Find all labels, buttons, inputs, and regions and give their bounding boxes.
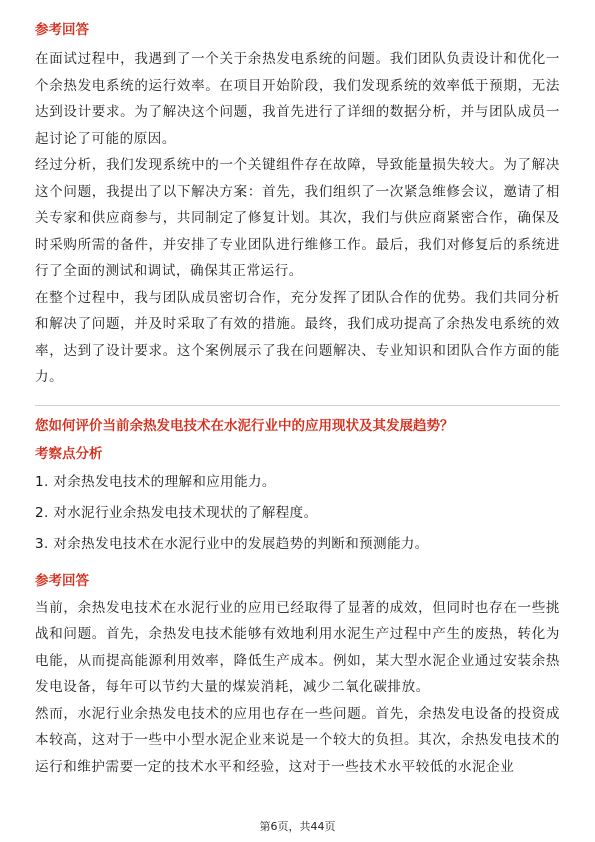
analysis-list-item: 3. 对余热发电技术在水泥行业中的发展趋势的判断和预测能力。 [35,535,429,552]
answer-paragraph: 然而，水泥行业余热发电技术的应用也存在一些问题。首先，余热发电设备的投资成本较高，这对于一些中小型水泥企业来说是一个较大的负担。其次，余热发电技术的运行和维护需要一定的技术水平和经验，这对于一些技术水平较低的水泥企业 [35,705,560,775]
page-content [35,20,560,780]
analysis-list-item: 1. 对余热发电技术的理解和应用能力。 [35,473,276,490]
answer-paragraph: 在面试过程中，我遇到了一个关于余热发电系统的问题。我们团队负责设计和优化一个余热发电系统的运行效率。在项目开始阶段，我们发现系统的效率低于预期，无法达到设计要求。为了解决这个问题，我首先进行了详细的数据分析，并与团队成员一起讨论了可能的原因。 [35,51,560,147]
section-divider [35,405,560,406]
analysis-list-item: 2. 对水泥行业余热发电技术现状的了解程度。 [35,504,318,521]
reference-answer-heading: 参考回答 [35,22,89,38]
reference-answer-heading: 参考回答 [35,572,89,589]
answer-paragraph: 当前，余热发电技术在水泥行业的应用已经取得了显著的成效，但同时也存在一些挑战和问题。首先，余热发电技术能够有效地利用水泥生产过程中产生的废热，转化为电能，从而提高能源利用效率，降低生产成本。例如，某大型水泥企业通过安装余热发电设备，每年可以节约大量的煤炭消耗，减少二氧化碳排放。 [35,599,560,695]
answer-paragraph: 在整个过程中，我与团队成员密切合作，充分发挥了团队合作的优势。我们共同分析和解决了问题，并及时采取了有效的措施。最终，我们成功提高了余热发电系统的效率，达到了设计要求。这个案例展示了我在问题解决、专业知识和团队合作方面的能力。 [35,289,560,385]
page-number-footer: 第6页，共44页 [259,820,336,833]
answer-paragraph: 经过分析，我们发现系统中的一个关键组件存在故障，导致能量损失较大。为了解决这个问题，我提出了以下解决方案：首先，我们组织了一次紧急维修会议，邀请了相关专家和供应商参与，共同制定了修复计划。其次，我们与供应商紧密合作，确保及时采购所需的备件，并安排了专业团队进行维修工作。最后，我们对修复后的系统进行了全面的测试和调试，确保其正常运行。 [35,157,560,279]
analysis-heading: 考察点分析 [35,445,103,462]
question-heading: 您如何评价当前余热发电技术在水泥行业中的应用现状及其发展趋势？ [35,417,454,434]
